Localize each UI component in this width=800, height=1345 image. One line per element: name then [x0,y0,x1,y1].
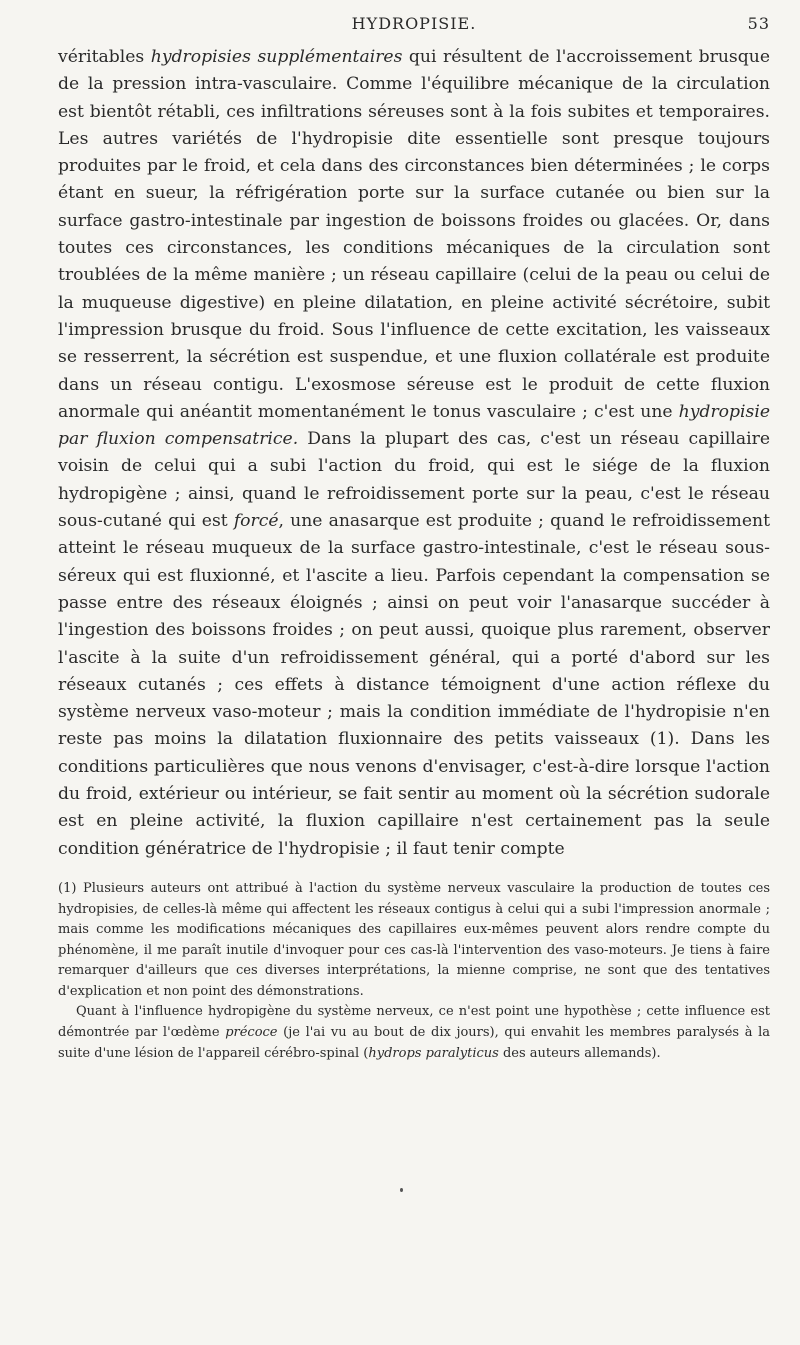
italic-run: précoce [225,1025,278,1041]
text-run: (je l'ai vu au bout de dix jours), qui envahit les membres paralysés à la suite d'une lésion de l'appareil cérébro-spinal ( [58,1025,770,1061]
footnotes [58,879,770,1064]
text-run: (1) Plusieurs auteurs ont attribué à l'action du système nerveux vasculaire la production de toutes ces hydropisies, de celles-là même qui affectent les réseaux contigus à celui qui a subi l'impression anormale ; mais comme les modifications mécaniques des capillaires eux-mêmes peuvent alors rendre compte du phénomène, il me paraît inutile d'invoquer pour ces cas-là l'intervention des vaso-moteurs. Je tiens à faire remarquer d'ailleurs que ces diverses interprétations, la mienne comprise, ne sont que des tentatives d'explication et non point des démonstrations. [58,880,770,999]
italic-run: hydrops paralyticus [368,1045,499,1061]
book-page [58,12,770,1064]
page-number: 53 [747,14,770,33]
text-run: des auteurs allemands). [498,1045,661,1061]
text-run: Dans la plupart des cas, c'est un réseau capillaire voisin de celui qui a subi l'action du froid, qui est le siége de la fluxion hydropigène ; ainsi, quand le refroidissement porte sur la peau, c'est le réseau sous-cutané qui est [58,429,770,532]
main-text [58,44,770,863]
text-run: qui résultent de l'accroissement brusque de la pression intra-vasculaire. Comme l'équilibre mécanique de la circulation est bientôt rétabli, ces infiltrations séreuses sont à la fois subites et temporaires. Les autres variétés de l'hydropisie dite essentielle sont presque toujours produites par le froid, et cela dans des circonstances bien déterminées ; le corps étant en sueur, la réfrigération porte sur la surface cutanée ou bien sur la surface gastro-intestinale par ingestion de boissons froides ou glacées. Or, dans toutes ces circonstances, les conditions mécaniques de la circulation sont troublées de la même manière ; un réseau capillaire (celui de la peau ou celui de la muqueuse digestive) en pleine dilatation, en pleine activité sécrétoire, subit l'impression brusque du froid. Sous l'influence de cette excitation, les vaisseaux se resserrent, la sécrétion est suspendue, et une fluxion collatérale est produite dans un réseau contigu. L'exosmose séreuse est le produit de cette fluxion anormale qui anéantit momentanément le tonus vasculaire ; c'est une [58,47,770,422]
italic-run: hydropisie par fluxion compensatrice. [58,401,770,450]
text-run: Quant à l'influence hydropigène du système nerveux, ce n'est point une hypothèse ; cette influence est démontrée par l'œdème [58,1004,770,1041]
footnote-continuation [58,1002,770,1064]
italic-run: forcé [233,511,279,532]
running-header [58,12,770,42]
italic-run: hydropisies supplémentaires [150,47,403,67]
print-speck [400,1188,403,1192]
text-run: véritables [58,47,151,67]
paragraph [58,44,770,863]
text-run: , une anasarque est produite ; quand le refroidissement atteint le réseau muqueux de la surface gastro-intestinale, c'est le réseau sous-séreux qui est fluxionné, et l'ascite a lieu. Parfois cependant la compensation se passe entre des réseaux éloignés ; ainsi on peut voir l'anasarque succéder à l'ingestion des boissons froides ; on peut aussi, quoique plus rarement, observer l'ascite à la suite d'un refroidissement général, qui a porté d'abord sur les réseaux cutanés ; ces effets à distance témoignent d'une action réflexe du système nerveux vaso-moteur ; mais la condition immédiate de l'hydropisie n'en reste pas moins la dilatation fluxionnaire des petits vaisseaux (1). Dans les conditions particulières que nous venons d'envisager, c'est-à-dire lorsque l'action du froid, extérieur ou intérieur, se fait sentir au moment où la sécrétion sudorale est en pleine activité, la fluxion capillaire n'est certainement pas la seule condition génératrice de l'hydropisie ; il faut tenir compte [58,511,770,859]
footnote-1 [58,879,770,1003]
running-title: HYDROPISIE. [351,14,477,33]
